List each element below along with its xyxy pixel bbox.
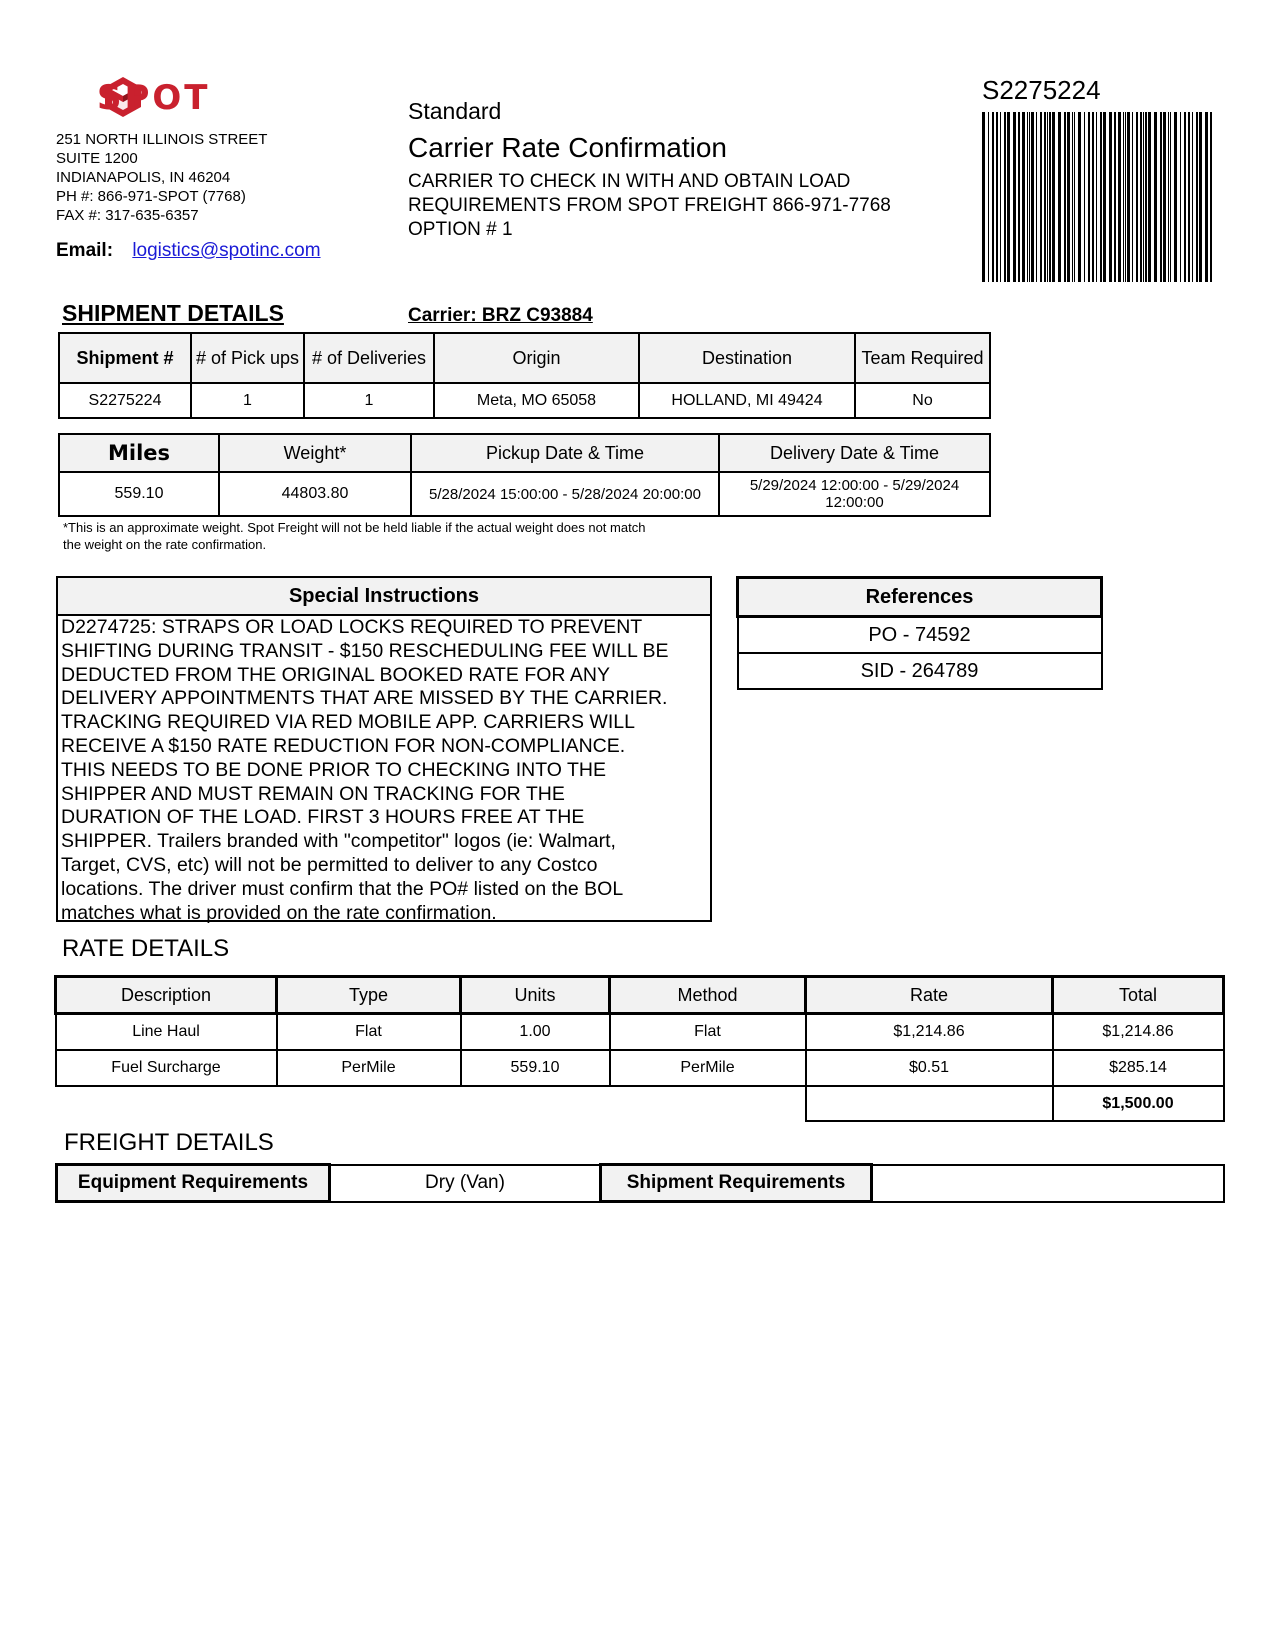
table-row bbox=[59, 383, 990, 418]
shipment-requirements-value bbox=[872, 1165, 1225, 1202]
barcode-bar bbox=[1205, 112, 1208, 282]
grand-total: $1,500.00 bbox=[1053, 1086, 1224, 1121]
barcode-bar bbox=[996, 112, 998, 282]
cell-method: Flat bbox=[610, 1014, 806, 1051]
cell-destination: HOLLAND, MI 49424 bbox=[639, 383, 855, 418]
shipment-details-title: SHIPMENT DETAILS bbox=[62, 300, 284, 326]
barcode-bar bbox=[1180, 112, 1181, 282]
empty-cell bbox=[56, 1086, 806, 1121]
cell-weight: 44803.80 bbox=[219, 472, 411, 516]
cell-total: $285.14 bbox=[1053, 1050, 1224, 1086]
header-weight: Weight* bbox=[219, 434, 411, 472]
cell-rate: $0.51 bbox=[806, 1050, 1053, 1086]
cell-rate: $1,214.86 bbox=[806, 1014, 1053, 1051]
header-origin: Origin bbox=[434, 333, 639, 383]
barcode-bar bbox=[1143, 112, 1144, 282]
barcode-bar bbox=[1154, 112, 1157, 282]
barcode-bar bbox=[1047, 112, 1048, 282]
barcode-bar bbox=[1031, 112, 1034, 282]
barcode-bar bbox=[1100, 112, 1102, 282]
barcode-bar bbox=[1127, 112, 1130, 282]
weight-footnote: *This is an approximate weight. Spot Freight will not be held liable if the actual weight does not match the weight on the rate confirmation. bbox=[63, 520, 646, 552]
email-label: Email: bbox=[56, 240, 114, 261]
barcode-bar bbox=[1188, 112, 1190, 282]
barcode-bar bbox=[1078, 112, 1081, 282]
barcode-bar bbox=[1160, 112, 1162, 282]
cell-description: Fuel Surcharge bbox=[56, 1050, 277, 1086]
special-instructions-box bbox=[56, 576, 712, 922]
barcode-bar bbox=[1109, 112, 1112, 282]
barcode-bar bbox=[988, 112, 989, 282]
cell-method: PerMile bbox=[610, 1050, 806, 1086]
address-line: 251 NORTH ILLINOIS STREET bbox=[56, 131, 268, 148]
address-line: FAX #: 317-635-6357 bbox=[56, 207, 199, 224]
header-total: Total bbox=[1053, 977, 1224, 1014]
header-deliveries: # of Deliveries bbox=[304, 333, 434, 383]
barcode-bar bbox=[1199, 112, 1202, 282]
header-shipment-number: Shipment # bbox=[59, 333, 191, 383]
header-method: Method bbox=[610, 977, 806, 1014]
barcode-bar bbox=[1000, 112, 1001, 282]
cell-deliveries: 1 bbox=[304, 383, 434, 418]
header-rate: Rate bbox=[806, 977, 1053, 1014]
header-description: Description bbox=[56, 977, 277, 1014]
barcode-bar bbox=[1064, 112, 1066, 282]
equipment-requirements-value: Dry (Van) bbox=[330, 1165, 601, 1202]
note-line: CARRIER TO CHECK IN WITH AND OBTAIN LOAD bbox=[408, 171, 851, 192]
instruction-line: TRACKING REQUIRED VIA RED MOBILE APP. CARRIERS WILL bbox=[61, 711, 635, 734]
cell-team-required: No bbox=[855, 383, 990, 418]
rate-details-title: RATE DETAILS bbox=[62, 935, 230, 962]
freight-table bbox=[55, 1163, 1225, 1203]
address-line: PH #: 866-971-SPOT (7768) bbox=[56, 188, 246, 205]
shipment-table bbox=[58, 332, 991, 419]
address-line: SUITE 1200 bbox=[56, 150, 138, 167]
barcode-bar bbox=[1049, 112, 1051, 282]
barcode-bar bbox=[1196, 112, 1198, 282]
document-kind: Standard bbox=[408, 98, 502, 124]
document-title: Carrier Rate Confirmation bbox=[408, 132, 727, 163]
header-team-required: Team Required bbox=[855, 333, 990, 383]
company-name: SPOT bbox=[97, 78, 211, 118]
reference-po: PO - 74592 bbox=[738, 617, 1102, 654]
barcode-bar bbox=[1027, 112, 1028, 282]
barcode-number: S2275224 bbox=[982, 75, 1101, 105]
address-line: INDIANAPOLIS, IN 46204 bbox=[56, 169, 231, 186]
barcode-bar bbox=[1092, 112, 1094, 282]
references-title: References bbox=[738, 578, 1102, 617]
barcode-bar bbox=[1004, 112, 1006, 282]
barcode-bar bbox=[1163, 112, 1166, 282]
barcode-bar bbox=[1118, 112, 1121, 282]
rate-table bbox=[54, 975, 1225, 1122]
barcode-bar bbox=[1052, 112, 1055, 282]
barcode-bar bbox=[1168, 112, 1169, 282]
barcode-bar bbox=[992, 112, 994, 282]
empty-rate-cell bbox=[806, 1086, 1053, 1121]
header-pickups: # of Pick ups bbox=[191, 333, 304, 383]
header-miles: Miles bbox=[59, 434, 219, 472]
barcode-bar bbox=[982, 112, 985, 282]
special-instructions-text bbox=[58, 616, 710, 925]
barcode-bar bbox=[1140, 112, 1142, 282]
barcode bbox=[982, 112, 1214, 282]
freight-details-title: FREIGHT DETAILS bbox=[64, 1129, 274, 1156]
instruction-line: THIS NEEDS TO BE DONE PRIOR TO CHECKING INTO THE bbox=[61, 758, 607, 781]
barcode-bar bbox=[1132, 112, 1133, 282]
barcode-bar bbox=[1103, 112, 1106, 282]
header-type: Type bbox=[277, 977, 461, 1014]
table-row bbox=[738, 617, 1102, 654]
cell-origin: Meta, MO 65058 bbox=[434, 383, 639, 418]
references-table bbox=[736, 576, 1103, 690]
barcode-bar bbox=[1022, 112, 1025, 282]
barcode-bar bbox=[1018, 112, 1020, 282]
equipment-requirements-label: Equipment Requirements bbox=[57, 1165, 330, 1202]
instruction-line: RECEIVE A $150 RATE REDUCTION FOR NON-COMPLIANCE. bbox=[61, 734, 626, 757]
email-row bbox=[56, 240, 321, 262]
barcode-bar bbox=[1145, 112, 1147, 282]
barcode-bar bbox=[1058, 112, 1061, 282]
instruction-line: DURATION OF THE LOAD. FIRST 3 HOURS FREE AT THE bbox=[61, 806, 585, 829]
cell-miles: 559.10 bbox=[59, 472, 219, 516]
barcode-bar bbox=[1148, 112, 1151, 282]
barcode-bar bbox=[1036, 112, 1037, 282]
cell-delivery-datetime: 5/29/2024 12:00:00 - 5/29/2024 12:00:00 bbox=[719, 472, 990, 516]
table-row bbox=[57, 1165, 1225, 1202]
barcode-bar bbox=[1040, 112, 1042, 282]
cell-pickup-datetime: 5/28/2024 15:00:00 - 5/28/2024 20:00:00 bbox=[411, 472, 719, 516]
barcode-bar bbox=[1123, 112, 1124, 282]
header-destination: Destination bbox=[639, 333, 855, 383]
barcode-bar bbox=[1072, 112, 1073, 282]
header-pickup-datetime: Pickup Date & Time bbox=[411, 434, 719, 472]
instruction-line: Target, CVS, etc) will not be permitted to deliver to any Costco bbox=[61, 853, 598, 876]
table-row bbox=[738, 653, 1102, 689]
company-address bbox=[56, 130, 267, 225]
special-instructions-title: Special Instructions bbox=[58, 578, 710, 616]
header-delivery-datetime: Delivery Date & Time bbox=[719, 434, 990, 472]
barcode-bar bbox=[1029, 112, 1030, 282]
barcode-bar bbox=[1067, 112, 1070, 282]
instruction-line: D2274725: STRAPS OR LOAD LOCKS REQUIRED TO PREVENT bbox=[61, 616, 643, 638]
total-row bbox=[56, 1086, 1224, 1121]
barcode-bar bbox=[1136, 112, 1138, 282]
instruction-line: SHIPPER AND MUST REMAIN ON TRACKING FOR THE bbox=[61, 782, 565, 805]
table-row bbox=[56, 1050, 1224, 1086]
cell-type: PerMile bbox=[277, 1050, 461, 1086]
barcode-bar bbox=[1114, 112, 1116, 282]
barcode-bar bbox=[1210, 112, 1212, 282]
header-units: Units bbox=[461, 977, 610, 1014]
barcode-bar bbox=[1096, 112, 1097, 282]
barcode-bar bbox=[1007, 112, 1010, 282]
cell-pickups: 1 bbox=[191, 383, 304, 418]
barcode-bar bbox=[1192, 112, 1193, 282]
instruction-line: locations. The driver must confirm that the PO# listed on the BOL bbox=[61, 877, 624, 900]
barcode-bar bbox=[1184, 112, 1186, 282]
cell-type: Flat bbox=[277, 1014, 461, 1051]
document-note bbox=[408, 170, 948, 242]
table-row bbox=[56, 1014, 1224, 1051]
cell-description: Line Haul bbox=[56, 1014, 277, 1051]
barcode-bar bbox=[1084, 112, 1085, 282]
shipment-requirements-label: Shipment Requirements bbox=[601, 1165, 872, 1202]
email-link[interactable]: logistics@spotinc.com bbox=[132, 240, 321, 261]
barcode-bar bbox=[1170, 112, 1171, 282]
cell-units: 559.10 bbox=[461, 1050, 610, 1086]
note-line: OPTION # 1 bbox=[408, 219, 513, 240]
barcode-bar bbox=[1088, 112, 1090, 282]
cell-total: $1,214.86 bbox=[1053, 1014, 1224, 1051]
carrier-label: Carrier: BRZ C93884 bbox=[408, 305, 593, 326]
instruction-line: SHIPPER. Trailers branded with "competitor" logos (ie: Walmart, bbox=[61, 830, 616, 853]
barcode-bar bbox=[1044, 112, 1046, 282]
schedule-table bbox=[58, 433, 991, 517]
note-line: REQUIREMENTS FROM SPOT FREIGHT 866-971-7768 bbox=[408, 195, 891, 216]
barcode-bar bbox=[1125, 112, 1126, 282]
instruction-line: DELIVERY APPOINTMENTS THAT ARE MISSED BY THE CARRIER. bbox=[61, 687, 668, 710]
barcode-bar bbox=[1174, 112, 1177, 282]
instruction-line: DEDUCTED FROM THE ORIGINAL BOOKED RATE FOR ANY bbox=[61, 663, 610, 686]
reference-sid: SID - 264789 bbox=[738, 653, 1102, 689]
barcode-bar bbox=[1074, 112, 1075, 282]
table-row bbox=[59, 472, 990, 516]
cell-units: 1.00 bbox=[461, 1014, 610, 1051]
barcode-bar bbox=[1013, 112, 1016, 282]
instruction-line: matches what is provided on the rate confirmation. bbox=[61, 901, 497, 924]
cell-shipment-number: S2275224 bbox=[59, 383, 191, 418]
instruction-line: SHIFTING DURING TRANSIT - $150 RESCHEDULING FEE WILL BE bbox=[61, 639, 669, 662]
